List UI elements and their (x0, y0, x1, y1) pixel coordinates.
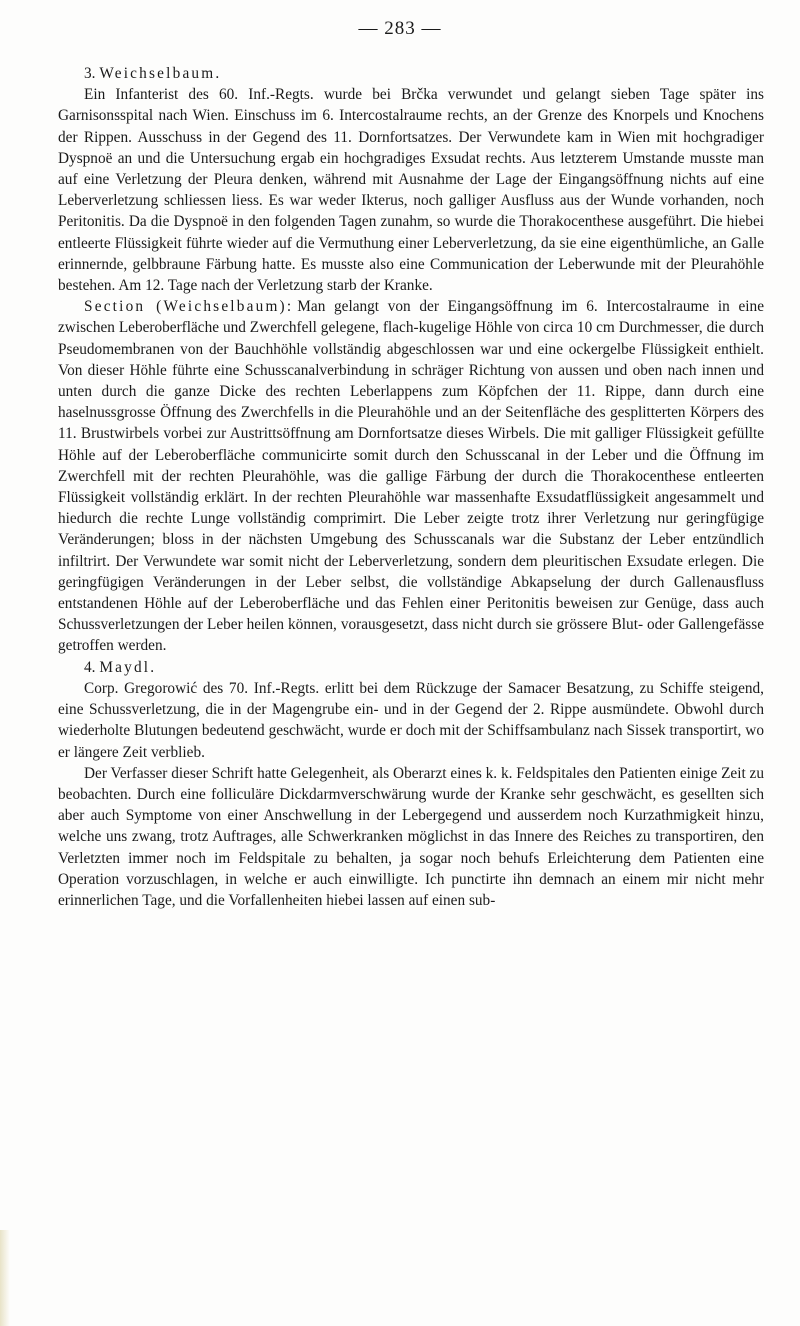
case-3-author: Weichselbaum. (99, 65, 222, 82)
section-text: Man gelangt von der Eingangsöffnung im 6. Intercostalraume in eine zwischen Leberoberfläche und Zwerchfell gelegene, flach-kugelige Höhle von circa 10 cm Durchmesser, die durch Pseudomembranen von der Bauchhöhle vollständig abgeschlossen war und eine ockergelbe Flüssigkeit enthielt. Von dieser Höhle führte eine Schusscanalverbindung in schräger Richtung von aussen und oben nach innen und unten durch die ganze Dicke des rechten Leberlappens zum Köpfchen der 11. Rippe, dann durch eine haselnussgrosse Öffnung des Zwerchfells in die Pleurahöhle und an der Seitenfläche des gesplitterten Körpers des 11. Brustwirbels vorbei zur Austrittsöffnung am Dornfortsatze dieses Wirbels. Die mit galliger Flüssigkeit gefüllte Höhle auf der Leberoberfläche communicirte somit durch den Schusscanal in der Leber und die Öffnung im Zwerchfell mit der rechten Pleurahöhle, was die gallige Färbung der durch die Thorakocenthese entleerten Flüssigkeit vollständig erklärt. In der rechten Pleurahöhle war massenhafte Exsudatflüssigkeit angesammelt und hiedurch die rechte Lunge vollständig comprimirt. Die Leber zeigte trotz ihrer Verletzung nur geringfügige Veränderungen; bloss in der nächsten Umgebung des Schusscanals war die Substanz der Leber entzündlich infiltrirt. Der Verwundete war somit nicht der Leberverletzung, sondern dem pleuritischen Exsudate erlegen. Die geringfügigen Veränderungen in der Leber selbst, die vollständige Abkapselung der durch Gallenausfluss entstandenen Höhle auf der Leberoberfläche und das Fehlen einer Peritonitis beweisen zur Genüge, dass auch Schussverletzungen der Leber heilen können, vorausgesetzt, dass nicht durch sie grössere Blut- oder Gallengefässe getroffen werden. (58, 298, 764, 655)
page-number: — 283 — (358, 18, 442, 39)
case-4-paragraph-2: Der Verfasser dieser Schrift hatte Gelegenheit, als Oberarzt eines k. k. Feldspitales den Patienten einige Zeit zu beobachten. Durch eine folliculäre Dickdarmverschwärung wurde der Kranke sehr geschwächt, es gesellten sich aber auch Symptome von einer Anschwellung in der Lebergegend und ausserdem noch Kurzathmigkeit hinzu, welche uns zwang, trotz Auftrages, alle Schwerkranken möglichst in das Innere des Reiches zu transportiren, den Verletzten immer noch im Feldspitale zu behalten, ja sogar noch behufs Erleichterung dem Patienten eine Operation vorzuschlagen, in welche er auch einwilligte. Ich punctirte ihn demnach an einem mir nicht mehr erinnerlichen Tage, und die Vorfallenheiten hiebei lassen auf einen sub- (58, 764, 764, 909)
case-4-heading (58, 657, 764, 678)
case-3-paragraph: Ein Infanterist des 60. Inf.-Regts. wurde bei Brčka verwundet und gelangt sieben Tage später ins Garnisonsspital nach Wien. Einschuss im 6. Intercostalraume rechts, an der Grenze des Knorpels und Knochens der Rippen. Ausschuss in der Gegend des 11. Dornfortsatzes. Der Verwundete kam in Wien mit hochgradiger Dyspnoë an und die Untersuchung ergab ein hochgradiges Exsudat rechts. Aus letzterem Umstande musste man auf eine Verletzung der Pleura denken, während mit Ausnahme der Lage der Eingangsöffnung nichts auf eine Leberverletzung schliessen liess. Es war weder Ikterus, noch galliger Ausfluss aus der Wunde vorhanden, noch Peritonitis. Da die Dyspnoë in den folgenden Tagen zunahm, so wurde die Thorakocenthese ausgeführt. Die hiebei entleerte Flüssigkeit führte wieder auf die Vermuthung einer Leberverletzung, da sie eine eigenthümliche, an Galle erinnernde, gelbbraune Färbung hatte. Es musste also eine Communication der Leberwunde mit der Pleurahöhle bestehen. Am 12. Tage nach der Verletzung starb der Kranke. (58, 86, 764, 295)
case-4-number: 4. (84, 658, 96, 676)
case-4-paragraph-1: Corp. Gregorowić des 70. Inf.-Regts. erlitt bei dem Rückzuge der Samacer Besatzung, zu Schiffe steigend, eine Schussverletzung, die in der Magengrube ein- und in der Gegend der 2. Rippe ausmündete. Obwohl durch wiederholte Blutungen bedeutend geschwächt, wurde er doch mit der Schiffsambulanz nach Sissek transportirt, wo er längere Zeit verblieb. (58, 679, 764, 761)
page-edge-stain (0, 1230, 10, 1326)
section-label: Section (Weichselbaum): (84, 298, 294, 316)
case-3-section-paragraph (58, 296, 764, 656)
case-3-heading (58, 63, 764, 84)
case-3-number: 3. (84, 65, 96, 82)
body-text (58, 63, 764, 911)
case-4-author: Maydl. (99, 658, 157, 676)
